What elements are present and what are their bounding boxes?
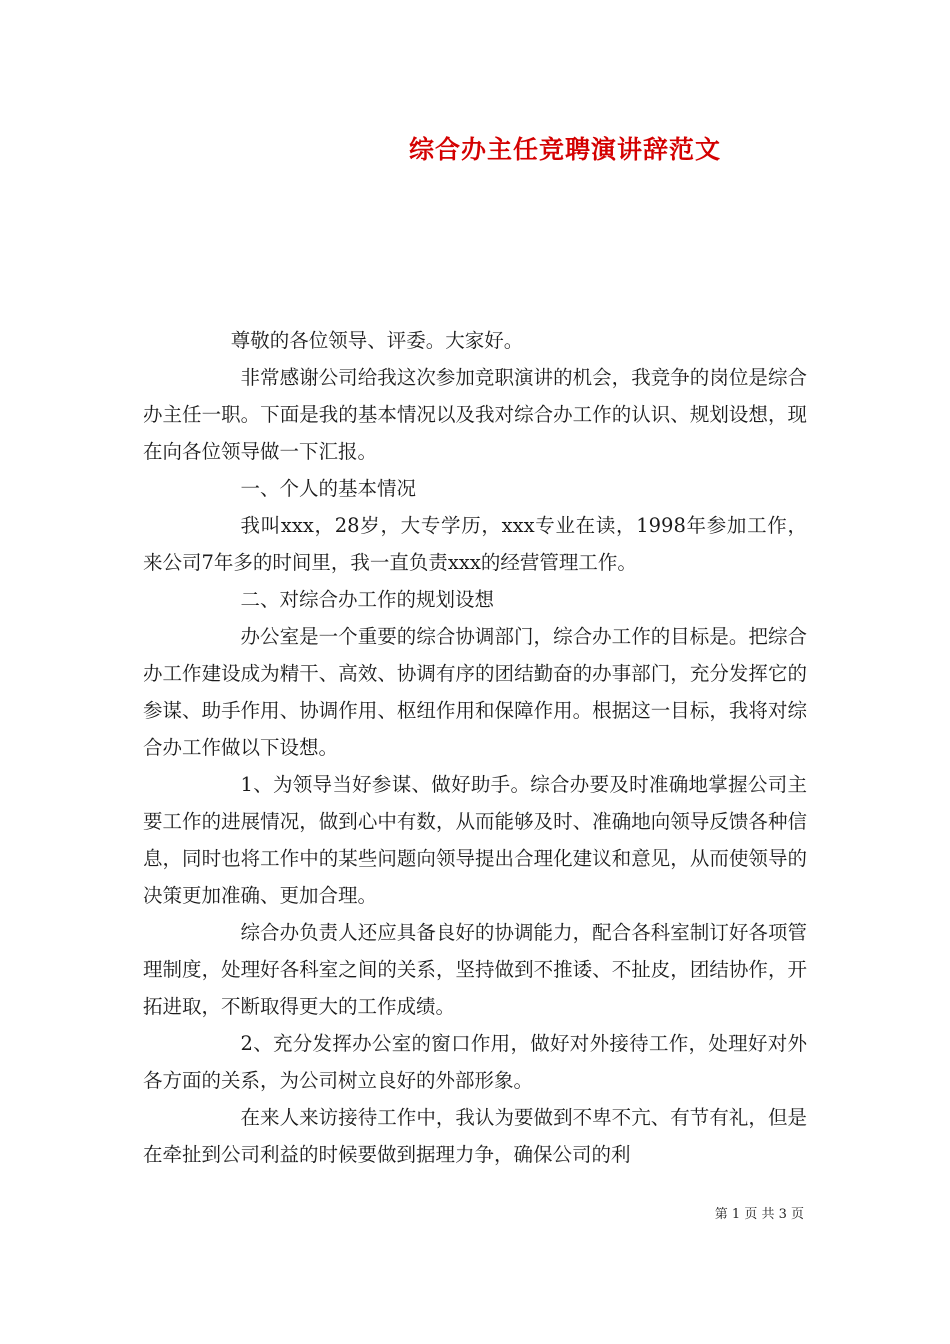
page-number: 第 1 页 共 3 页 [714, 1207, 804, 1222]
body-paragraph: 办公室是一个重要的综合协调部门，综合办工作的目标是。把综合办工作建设成为精干、高效、协调有序的团结勤奋的办事部门，充分发挥它的参谋、助手作用、协调作用、枢纽作用和保障作用。根据这一目标，我将对综合办工作做以下设想。 [143, 625, 807, 759]
body-paragraph: 我叫xxx，28岁，大专学历，xxx专业在读，1998年参加工作，来公司7年多的时间里，我一直负责xxx的经营管理工作。 [143, 514, 807, 574]
section-heading: 二、对综合办工作的规划设想 [240, 588, 495, 611]
body-paragraph: 非常感谢公司给我这次参加竞职演讲的机会，我竞争的岗位是综合办主任一职。下面是我的基本情况以及我对综合办工作的认识、规划设想，现在向各位领导做一下汇报。 [143, 366, 807, 463]
body-paragraph: 2、充分发挥办公室的窗口作用，做好对外接待工作，处理好对外各方面的关系，为公司树立良好的外部形象。 [143, 1032, 807, 1092]
body-paragraph: 1、为领导当好参谋、做好助手。综合办要及时准确地掌握公司主要工作的进展情况，做到心中有数，从而能够及时、准确地向领导反馈各种信息，同时也将工作中的某些问题向领导提出合理化建议和意见，从而使领导的决策更加准确、更加合理。 [143, 773, 807, 907]
greeting-paragraph: 尊敬的各位领导、评委。大家好。 [230, 329, 524, 352]
document-title: 综合办主任竞聘演讲辞范文 [408, 135, 721, 164]
section-heading: 一、个人的基本情况 [240, 477, 417, 500]
body-paragraph: 综合办负责人还应具备良好的协调能力，配合各科室制订好各项管理制度，处理好各科室之间的关系，坚持做到不推诿、不扯皮，团结协作，开拓进取，不断取得更大的工作成绩。 [143, 921, 807, 1018]
body-paragraph: 在来人来访接待工作中，我认为要做到不卑不亢、有节有礼，但是在牵扯到公司利益的时候要做到据理力争，确保公司的利 [143, 1106, 807, 1166]
document-body [143, 322, 807, 1173]
